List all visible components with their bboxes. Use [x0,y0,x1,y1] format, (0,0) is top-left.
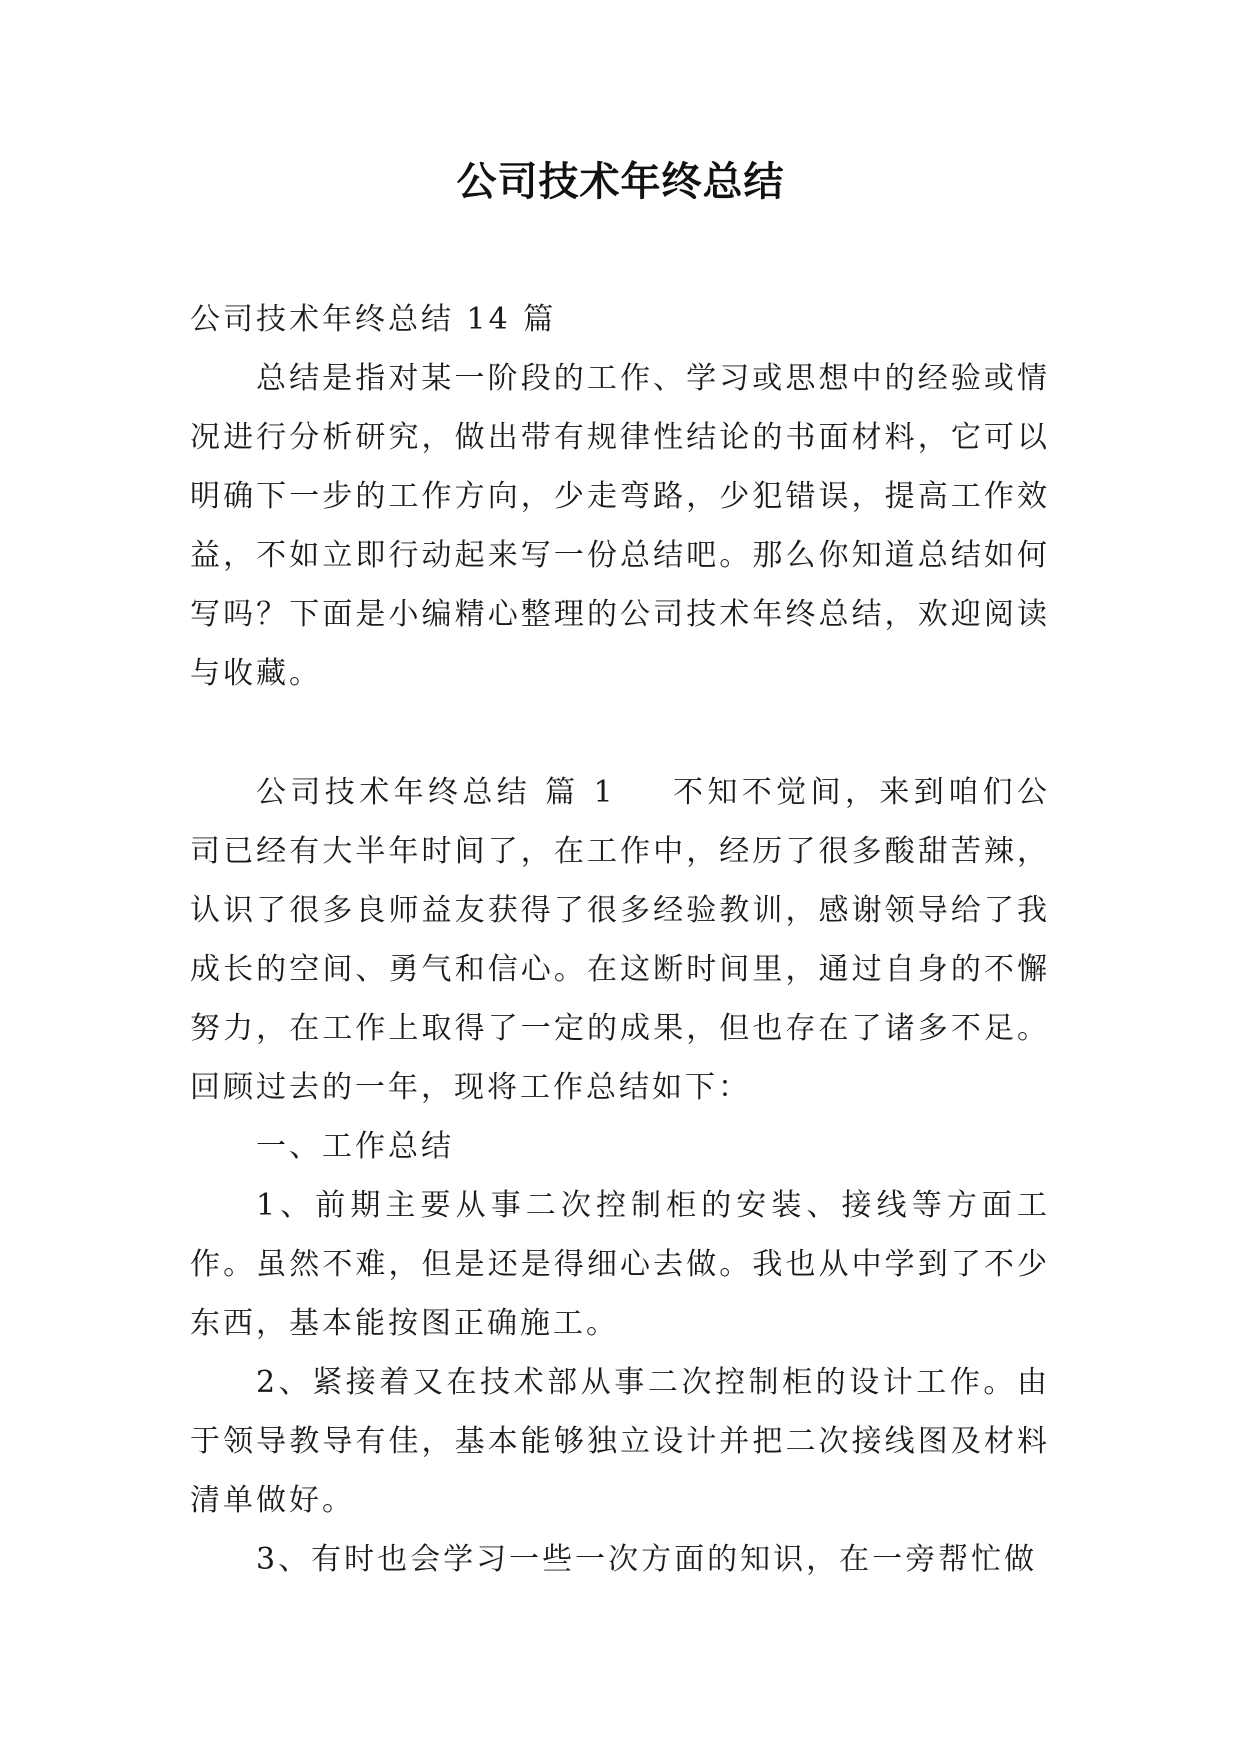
document-body [190,290,1050,1589]
document-subtitle: 公司技术年终总结 14 篇 [190,302,557,337]
list-item-2: 2、紧接着又在技术部从事二次控制柜的设计工作。由于领导教导有佳，基本能够独立设计并把二次接线图及材料清单做好。 [190,1365,1050,1518]
intro-paragraph: 总结是指对某一阶段的工作、学习或思想中的经验或情况进行分析研究，做出带有规律性结论的书面材料，它可以明确下一步的工作方向，少走弯路，少犯错误，提高工作效益，不如立即行动起来写一份总结吧。那么你知道总结如何写吗？下面是小编精心整理的公司技术年终总结，欢迎阅读与收藏。 [190,361,1050,691]
list-item-1: 1、前期主要从事二次控制柜的安装、接线等方面工作。虽然不难，但是还是得细心去做。我也从中学到了不少东西，基本能按图正确施工。 [190,1188,1050,1341]
part1-heading: 一、工作总结 [256,1129,454,1164]
list-item-3: 3、有时也会学习一些一次方面的知识，在一旁帮忙做 [256,1542,1038,1577]
paragraph-gap [190,703,1050,763]
section1-paragraph [190,763,1050,1117]
document-title: 公司技术年终总结 [456,159,785,205]
section1-heading: 公司技术年终总结 篇 1 [256,775,616,810]
section1-text: 不知不觉间，来到咱们公司已经有大半年时间了，在工作中，经历了很多酸甜苦辣，认识了很多良师益友获得了很多经验教训，感谢领导给了我成长的空间、勇气和信心。在这断时间里，通过自身的不懈努力，在工作上取得了一定的成果，但也存在了诸多不足。回顾过去的一年，现将工作总结如下： [190,775,1050,1105]
